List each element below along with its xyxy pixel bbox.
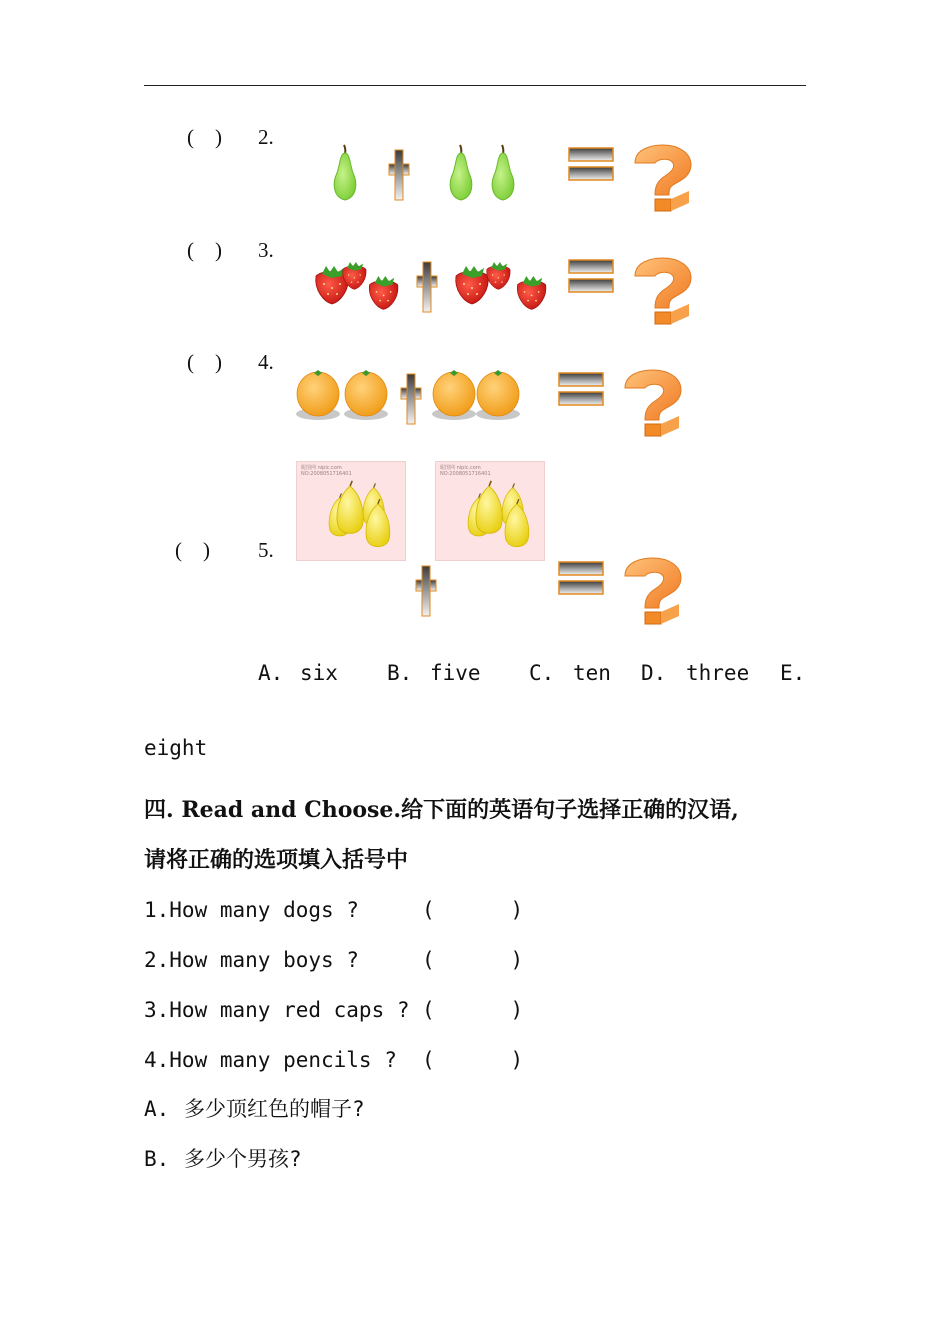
- pear-icon: [488, 145, 518, 201]
- section-title: 四. Read and Choose.给下面的英语句子选择正确的汉语,: [144, 797, 739, 823]
- orange-icon: [296, 370, 340, 422]
- option-word: eight: [144, 736, 208, 760]
- answer-paren[interactable]: ( ): [175, 538, 210, 562]
- answer-paren[interactable]: ( ): [422, 1048, 524, 1072]
- answer-paren[interactable]: ( ): [422, 948, 524, 972]
- option-word: five: [430, 661, 481, 685]
- plus-sign-icon: [401, 374, 421, 424]
- question-text: 4.How many pencils ?: [144, 1048, 397, 1072]
- option-letter: C.: [529, 661, 555, 685]
- equals-sign-icon: [559, 373, 603, 405]
- pear-icon: [330, 145, 360, 201]
- lemon-cluster-icon: [442, 474, 542, 554]
- answer-paren[interactable]: ( ): [187, 238, 222, 262]
- strawberry-icon: [484, 262, 514, 292]
- question-text: 3.How many red caps ?: [144, 998, 410, 1022]
- item-number: 4.: [258, 350, 274, 374]
- equals-sign-icon: [559, 562, 603, 594]
- question-mark-icon: [627, 145, 691, 211]
- lemon-photo: 昵图网 nipic.com NO:2008051716401: [296, 461, 406, 561]
- question-mark-icon: [617, 558, 681, 624]
- item-number: 2.: [258, 125, 274, 149]
- plus-sign-icon: [416, 566, 436, 616]
- option-letter: A.: [258, 661, 284, 685]
- orange-icon: [344, 370, 388, 422]
- item-number: 5.: [258, 538, 274, 562]
- item-number: 3.: [258, 238, 274, 262]
- lemon-cluster-icon: [303, 474, 403, 554]
- answer-paren[interactable]: ( ): [422, 998, 524, 1022]
- question-mark-icon: [627, 258, 691, 324]
- option-word: three: [686, 661, 750, 685]
- answer-paren[interactable]: ( ): [187, 125, 222, 149]
- lemon-photo: 昵图网 nipic.com NO:2008051716401: [435, 461, 545, 561]
- option-word: ten: [573, 661, 611, 685]
- answer-paren[interactable]: ( ): [187, 350, 222, 374]
- option-letter: E.: [780, 661, 806, 685]
- plus-sign-icon: [417, 262, 437, 312]
- strawberry-icon: [514, 276, 550, 308]
- orange-icon: [476, 370, 520, 422]
- orange-icon: [432, 370, 476, 422]
- answer-text: 多少顶红色的帽子?: [184, 1097, 365, 1121]
- pear-icon: [446, 145, 476, 201]
- answer-paren[interactable]: ( ): [422, 898, 524, 922]
- option-letter: D.: [641, 661, 667, 685]
- question-text: 2.How many boys ?: [144, 948, 359, 972]
- question-mark-icon: [617, 370, 681, 436]
- strawberry-icon: [366, 276, 402, 308]
- equals-sign-icon: [569, 148, 613, 180]
- equals-sign-icon: [569, 260, 613, 292]
- answer-text: 多少个男孩?: [184, 1147, 302, 1171]
- answer-letter: B.: [144, 1147, 170, 1171]
- header-rule: [144, 85, 806, 86]
- answer-letter: A.: [144, 1097, 170, 1121]
- plus-sign-icon: [389, 150, 409, 200]
- option-letter: B.: [387, 661, 413, 685]
- section-title-line2: 请将正确的选项填入括号中: [144, 847, 409, 873]
- option-word: six: [300, 661, 338, 685]
- question-text: 1.How many dogs ?: [144, 898, 359, 922]
